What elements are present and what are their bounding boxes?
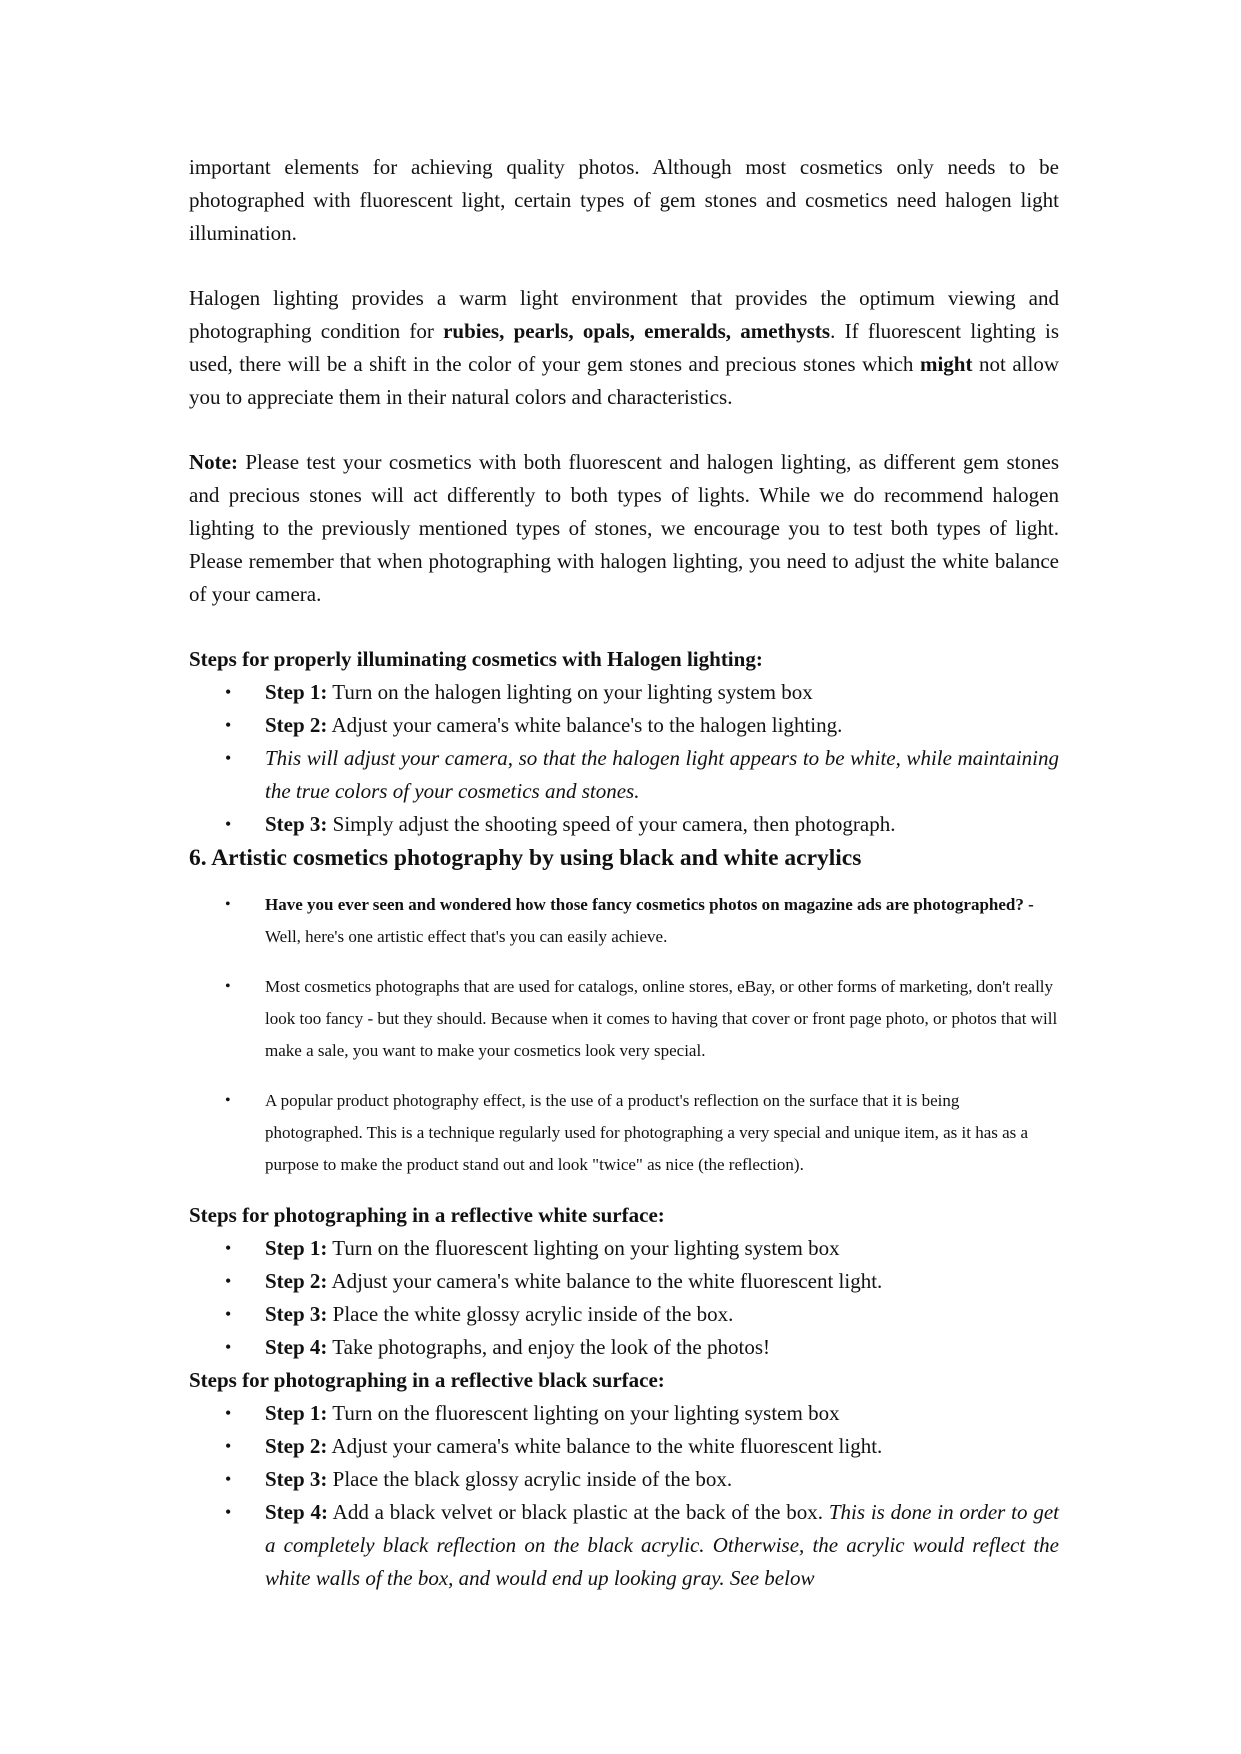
list-item bbox=[189, 1496, 1059, 1595]
step-text: Take photographs, and enjoy the look of the photos! bbox=[327, 1335, 770, 1359]
bullet-icon: • bbox=[225, 1092, 231, 1109]
bullet-icon: • bbox=[225, 978, 231, 995]
document-page bbox=[189, 151, 1059, 1595]
bullet-icon: • bbox=[225, 1502, 232, 1522]
list-item bbox=[189, 1331, 1059, 1364]
bullet-icon: • bbox=[225, 1238, 232, 1258]
bullet-icon: • bbox=[225, 748, 232, 768]
step-text: Adjust your camera's white balance to the white fluorescent light. bbox=[327, 1269, 883, 1293]
bullet-icon: • bbox=[225, 896, 231, 913]
item-text: Most cosmetics photographs that are used for catalogs, online stores, eBay, or other forms of marketing, don't really look too fancy - but they should. Because when it comes to having that cover or front page photo, or photos that will make a sale, you want to make your cosmetics look very special. bbox=[265, 977, 1058, 1060]
bullet-icon: • bbox=[225, 1304, 232, 1324]
bullet-icon: • bbox=[225, 1337, 232, 1357]
white-steps-list bbox=[189, 1232, 1059, 1364]
list-item bbox=[189, 1265, 1059, 1298]
step-label: Step 1: bbox=[265, 680, 328, 704]
emphasis-might: might bbox=[919, 352, 973, 376]
step-text: Turn on the fluorescent lighting on your lighting system box bbox=[327, 1401, 840, 1425]
list-item bbox=[189, 1232, 1059, 1265]
step-label: Step 1: bbox=[265, 1236, 328, 1260]
halogen-steps-list bbox=[189, 676, 1059, 841]
step-label: Step 2: bbox=[265, 1269, 328, 1293]
list-item bbox=[189, 742, 1059, 808]
step-label: Step 4: bbox=[265, 1335, 328, 1359]
paragraph-note bbox=[189, 446, 1059, 611]
step-label: Step 2: bbox=[265, 1434, 328, 1458]
paragraph-halogen-text-c: not allow you to appreciate them in their natural colors and characteristics. bbox=[189, 352, 1060, 409]
bullet-icon: • bbox=[225, 1469, 232, 1489]
note-text: Please test your cosmetics with both fluorescent and halogen lighting, as different gem stones and precious stones will act differently to both types of lights. While we do recommend halogen lighting to the previously mentioned types of stones, we encourage you to test both types of light. Please remember that when photographing with halogen lighting, you need to adjust the white balance of your camera. bbox=[189, 450, 1059, 606]
list-item bbox=[189, 1430, 1059, 1463]
step-text: Place the black glossy acrylic inside of the box. bbox=[327, 1467, 733, 1491]
list-item bbox=[189, 1298, 1059, 1331]
step-label: Step 2: bbox=[265, 713, 328, 737]
bullet-icon: • bbox=[225, 1436, 232, 1456]
step-text: Adjust your camera's white balance's to the halogen lighting. bbox=[327, 713, 843, 737]
list-item bbox=[189, 1397, 1059, 1430]
bullet-icon: • bbox=[225, 682, 232, 702]
step-label: Step 4: bbox=[265, 1500, 328, 1524]
step-label: Step 3: bbox=[265, 812, 328, 836]
step-text: Add a black velvet or black plastic at the back of the box. bbox=[328, 1500, 829, 1524]
list-item bbox=[189, 676, 1059, 709]
black-steps-list bbox=[189, 1397, 1059, 1595]
list-item bbox=[189, 709, 1059, 742]
paragraph-halogen bbox=[189, 282, 1059, 414]
step-note-italic: This is done in order to get a completely black reflection on the black acrylic. Otherwise, the acrylic would reflect the white walls of the box, and would end up looking gray. See below bbox=[265, 1500, 1059, 1590]
step-text: Adjust your camera's white balance to the white fluorescent light. bbox=[327, 1434, 883, 1458]
step-text: Simply adjust the shooting speed of your camera, then photograph. bbox=[327, 812, 896, 836]
black-steps-heading: Steps for photographing in a reflective black surface: bbox=[189, 1368, 665, 1392]
item-text: A popular product photography effect, is the use of a product's reflection on the surface that it is being photographed. This is a technique regularly used for photographing a very special and unique item, as it has as a purpose to make the product stand out and look "twice" as nice (the reflection). bbox=[265, 1091, 1029, 1174]
list-item bbox=[189, 1463, 1059, 1496]
step-text: Place the white glossy acrylic inside of the box. bbox=[327, 1302, 734, 1326]
white-steps-heading: Steps for photographing in a reflective white surface: bbox=[189, 1203, 665, 1227]
question-bold: Have you ever seen and wondered how those fancy cosmetics photos on magazine ads are photographed? - bbox=[265, 895, 1034, 914]
bullet-icon: • bbox=[225, 715, 232, 735]
step-label: Step 3: bbox=[265, 1302, 328, 1326]
list-item bbox=[189, 808, 1059, 841]
bullet-icon: • bbox=[225, 1403, 232, 1423]
item-text: Well, here's one artistic effect that's you can easily achieve. bbox=[265, 927, 668, 946]
note-label: Note: bbox=[189, 450, 238, 474]
gem-stone-list: rubies, pearls, opals, emeralds, amethysts bbox=[443, 319, 831, 343]
step-text: Turn on the fluorescent lighting on your lighting system box bbox=[327, 1236, 840, 1260]
step-label: Step 1: bbox=[265, 1401, 328, 1425]
paragraph-halogen-text-b: . If fluorescent lighting is used, there will be a shift in the color of your gem stones and precious stones which bbox=[189, 319, 1059, 376]
step-label: Step 3: bbox=[265, 1467, 328, 1491]
paragraph-halogen-text-a: Halogen lighting provides a warm light environment that provides the optimum viewing and photographing condition for bbox=[189, 286, 1059, 343]
section-6-list bbox=[189, 889, 1059, 1181]
bullet-icon: • bbox=[225, 1271, 232, 1291]
list-item bbox=[189, 971, 1059, 1067]
list-item bbox=[189, 1085, 1059, 1181]
section-6-heading: 6. Artistic cosmetics photography by using black and white acrylics bbox=[189, 845, 862, 871]
list-item bbox=[189, 889, 1059, 953]
bullet-icon: • bbox=[225, 814, 232, 834]
step-note-italic: This will adjust your camera, so that the halogen light appears to be white, while maintaining the true colors of your cosmetics and stones. bbox=[265, 746, 1059, 803]
halogen-steps-heading: Steps for properly illuminating cosmetics with Halogen lighting: bbox=[189, 647, 763, 671]
paragraph-intro: important elements for achieving quality photos. Although most cosmetics only needs to be photographed with fluorescent light, certain types of gem stones and cosmetics need halogen light illumination. bbox=[189, 155, 1059, 245]
step-text: Turn on the halogen lighting on your lighting system box bbox=[327, 680, 813, 704]
